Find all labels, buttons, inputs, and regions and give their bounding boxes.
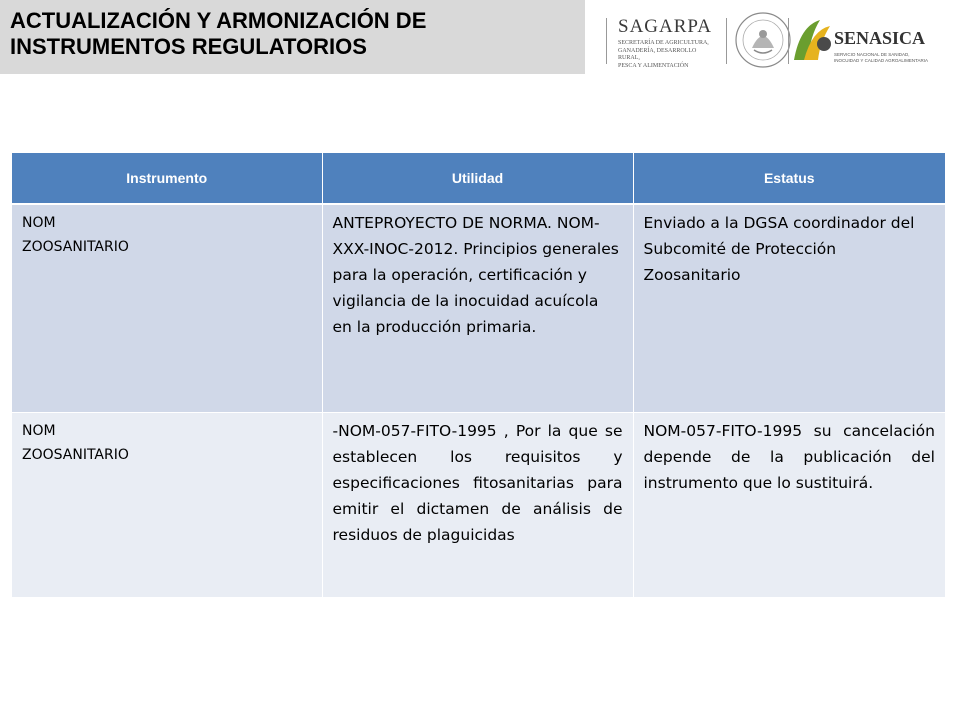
page-title-line-2: INSTRUMENTOS REGULATORIOS <box>10 34 367 59</box>
cell-instrumento: NOM ZOOSANITARIO <box>12 204 322 412</box>
column-header-estatus: Estatus <box>633 153 945 204</box>
senasica-subtitle: SERVICIO NACIONAL DE SANIDAD, INOCUIDAD Y CALIDAD AGROALIMENTARIA <box>834 52 929 63</box>
senasica-logo: SENASICA <box>834 28 926 48</box>
table-row <box>12 204 945 412</box>
logo-divider <box>606 18 607 64</box>
column-header-instrumento: Instrumento <box>12 153 322 204</box>
cell-utilidad: -NOM-057-FITO-1995 , Por la que se establecen los requisitos y especificaciones fitosanitarias para emitir el dictamen de análisis de residuos de plaguicidas <box>322 412 633 597</box>
cell-utilidad: ANTEPROYECTO DE NORMA. NOM-XXX-INOC-2012. Principios generales para la operación, certificación y vigilancia de la inocuidad acuícola en la producción primaria. <box>322 204 633 412</box>
sagarpa-logo: SAGARPA <box>618 16 712 37</box>
column-header-utilidad: Utilidad <box>322 153 633 204</box>
logo-divider <box>788 18 789 64</box>
table-row <box>12 412 945 597</box>
table-header-row <box>12 153 945 204</box>
sagarpa-subtitle: SECRETARÍA DE AGRICULTURA, GANADERÍA, DESARROLLO RURAL, PESCA Y ALIMENTACIÓN <box>618 40 709 69</box>
senasica-mark-icon <box>790 16 834 64</box>
cell-estatus: NOM-057-FITO-1995 su cancelación depende de la publicación del instrumento que lo sustituirá. <box>633 412 945 597</box>
cell-estatus: Enviado a la DGSA coordinador del Subcomité de Protección Zoosanitario <box>633 204 945 412</box>
regulatory-table <box>12 153 945 598</box>
logo-divider <box>726 18 727 64</box>
mexico-seal-icon <box>734 8 792 72</box>
cell-instrumento: NOM ZOOSANITARIO <box>12 412 322 597</box>
page-title-line-1: ACTUALIZACIÓN Y ARMONIZACIÓN DE <box>10 8 427 33</box>
page-title <box>10 8 426 60</box>
logo-strip <box>596 4 956 74</box>
title-bar <box>0 0 585 74</box>
